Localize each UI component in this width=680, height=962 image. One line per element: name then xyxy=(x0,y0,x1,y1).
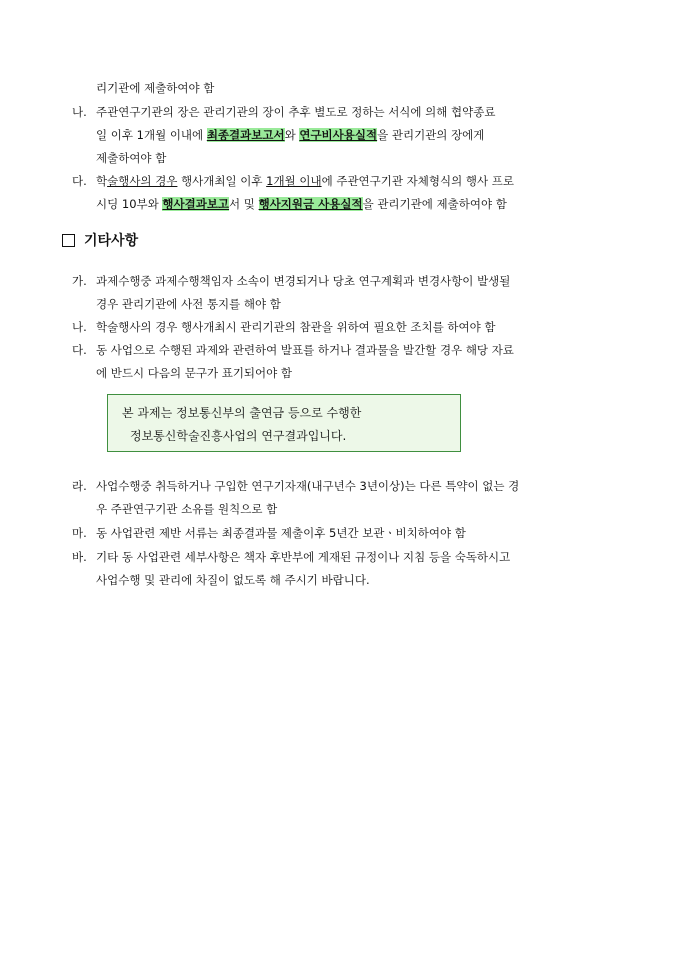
checkbox-square-icon xyxy=(62,234,75,247)
acknowledgement-notice-box xyxy=(107,394,461,452)
section-title: 기타사항 xyxy=(84,233,139,249)
highlight-final-report: 최종결과보고서 xyxy=(206,128,285,142)
item-marker-na: 나. xyxy=(72,105,87,119)
item-marker-da: 다. xyxy=(72,174,87,188)
item-da-line2 xyxy=(96,196,507,212)
item-na2-line1: 학술행사의 경우 행사개최시 관리기관의 참관을 위하여 필요한 조치를 하여야 함 xyxy=(96,320,496,334)
item-da-line2-text-a: 시딩 10부와 xyxy=(96,197,163,211)
item-marker-na2: 나. xyxy=(72,320,87,334)
item-ra-line1: 사업수행중 취득하거나 구입한 연구기자재(내구년수 3년이상)는 다른 특약이 없는 경 xyxy=(96,479,520,493)
item-da-line1 xyxy=(96,173,514,189)
item-da-line2-text-c: 을 관리기관에 제출하여야 함 xyxy=(362,197,507,211)
highlight-event-report: 행사결과보고 xyxy=(162,197,230,211)
highlight-event-fund-usage: 행사지원금 사용실적 xyxy=(258,197,363,211)
item-na-line2-text-b: 와 xyxy=(284,128,300,142)
underline-within-one-month: 1개월 이내 xyxy=(266,174,322,188)
item-ba-line1: 기타 동 사업관련 세부사항은 책자 후반부에 게재된 규정이나 지침 등을 숙독하시고 xyxy=(96,550,511,564)
item-ga-line1: 과제수행중 과제수행책임자 소속이 변경되거나 당초 연구계획과 변경사항이 발생될 xyxy=(96,274,511,288)
item-marker-ra: 라. xyxy=(72,479,87,493)
underline-academic-event: 술행사의 경우 xyxy=(107,174,178,188)
item-da-line2-text-b: 서 및 xyxy=(229,197,259,211)
item-na-line2 xyxy=(96,127,484,143)
highlight-research-expense: 연구비사용실적 xyxy=(299,128,378,142)
item-na-line2-text-a: 일 이후 1개월 이내에 xyxy=(96,128,207,142)
item-da2-line1: 동 사업으로 수행된 과제와 관련하여 발표를 하거나 결과물을 발간할 경우 해당 자료 xyxy=(96,343,514,357)
continued-text-line: 리기관에 제출하여야 함 xyxy=(96,81,215,95)
item-marker-ba: 바. xyxy=(72,550,87,564)
notice-line2: 정보통신학술진흥사업의 연구결과입니다. xyxy=(130,429,347,443)
notice-line1: 본 과제는 정보통신부의 출연금 등으로 수행한 xyxy=(122,406,362,420)
item-na-line2-text-c: 을 관리기관의 장에게 xyxy=(377,128,485,142)
item-na-line1: 주관연구기관의 장은 관리기관의 장이 추후 별도로 정하는 서식에 의해 협약종료 xyxy=(96,105,496,119)
item-da-line1-text-b: 행사개최일 이후 xyxy=(177,174,267,188)
section-heading xyxy=(62,230,138,250)
item-ba-line2: 사업수행 및 관리에 차질이 없도록 해 주시기 바랍니다. xyxy=(96,573,370,587)
item-ma-line1: 동 사업관련 제반 서류는 최종결과물 제출이후 5년간 보관ㆍ비치하여야 함 xyxy=(96,526,466,540)
item-ra-line2: 우 주관연구기관 소유를 원칙으로 함 xyxy=(96,502,278,516)
item-marker-da2: 다. xyxy=(72,343,87,357)
item-marker-ma: 마. xyxy=(72,526,87,540)
item-na-line3: 제출하여야 함 xyxy=(96,151,167,165)
item-ga-line2: 경우 관리기관에 사전 통지를 해야 함 xyxy=(96,297,281,311)
item-da-line1-text-a: 학 xyxy=(96,174,108,188)
item-marker-ga: 가. xyxy=(72,274,87,288)
item-da-line1-text-c: 에 주관연구기관 자체형식의 행사 프로 xyxy=(321,174,514,188)
item-da2-line2: 에 반드시 다음의 문구가 표기되어야 함 xyxy=(96,366,293,380)
